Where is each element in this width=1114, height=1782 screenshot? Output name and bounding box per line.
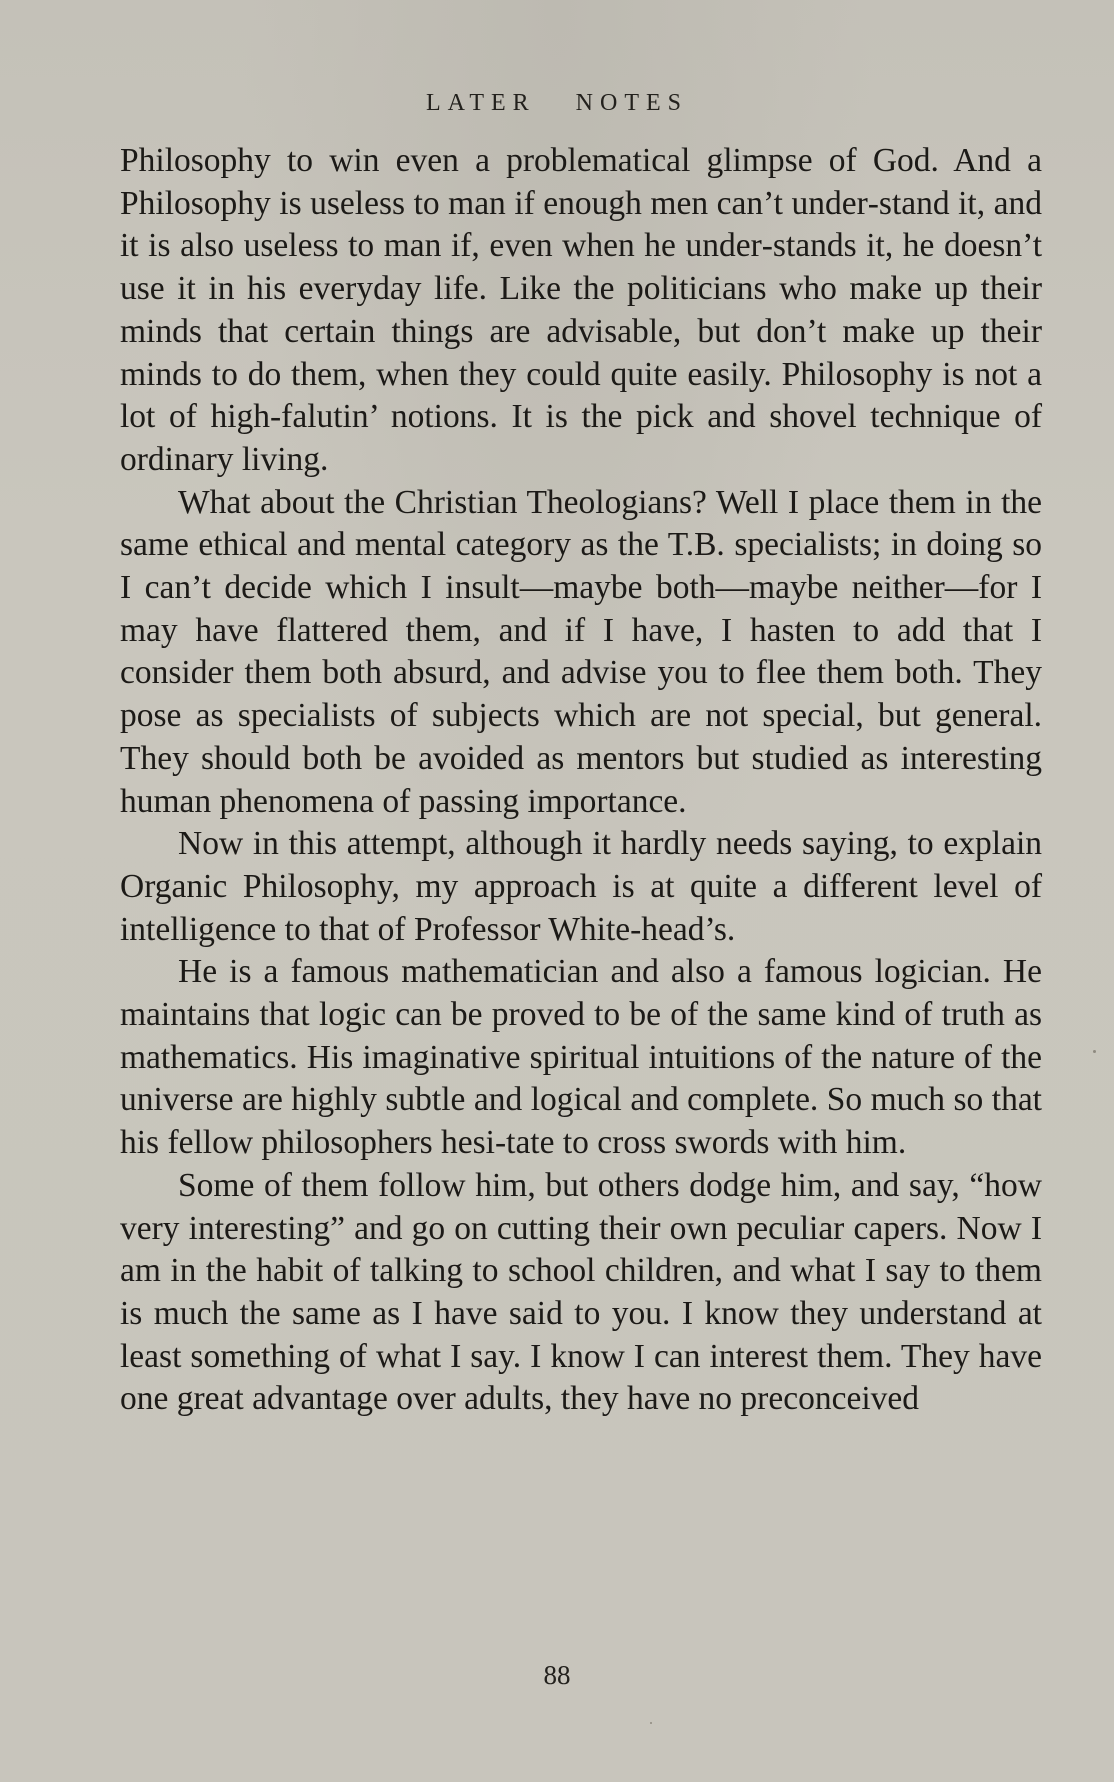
running-head-left: LATER [425,90,536,116]
paragraph-1: Philosophy to win even a problematical glimpse of God. And a Philosophy is useless to man if enough men can’t under‑stand it, and it is also useless to man if, even when he under‑stands it, he doesn’t use it in his everyday life. Like the politicians who make up their minds that certain things are advisable, but don’t make up their minds to do them, when they could quite easily. Philosophy is not a lot of high‑falutin’ notions. It is the pick and shovel technique of ordinary living. [120,142,1042,478]
running-head [0,90,1114,117]
page-number: 88 [543,1660,571,1690]
paragraph-5: Some of them follow him, but others dodge him, and say, “how very interesting” and go on cutting their own peculiar capers. Now I am in the habit of talking to school children, and what I say to them is much the same as I have said to you. I know they understand at least something of what I say. I know I can interest them. They have one great advantage over adults, they have no preconceived [120,1166,1042,1418]
paragraph-4: He is a famous mathematician and also a famous logician. He maintains that logic can be proved to be of the same kind of truth as mathematics. His imaginative spiritual intuitions of the nature of the universe are highly subtle and logical and complete. So much so that his fellow philosophers hesi‑tate to cross swords with him. [120,953,1042,1162]
paper-speck [1093,1050,1096,1053]
paragraph-3: Now in this attempt, although it hardly needs saying, to explain Organic Philosophy, my approach is at quite a different level of intelligence to that of Professor White‑head’s. [120,825,1042,948]
paragraph-2: What about the Christian Theologians? Well I place them in the same ethical and mental category as the T.B. specialists; in doing so I can’t decide which I insult—maybe both—maybe neither—for I may have flattered them, and if I have, I hasten to add that I consider them both absurd, and advise you to flee them both. They pose as specialists of subjects which are not special, but general. They should both be avoided as mentors but studied as interesting human phenomena of passing importance. [120,483,1042,820]
body-text [120,140,1042,1421]
running-head-right: NOTES [575,90,688,116]
paper-speck [650,1722,652,1724]
